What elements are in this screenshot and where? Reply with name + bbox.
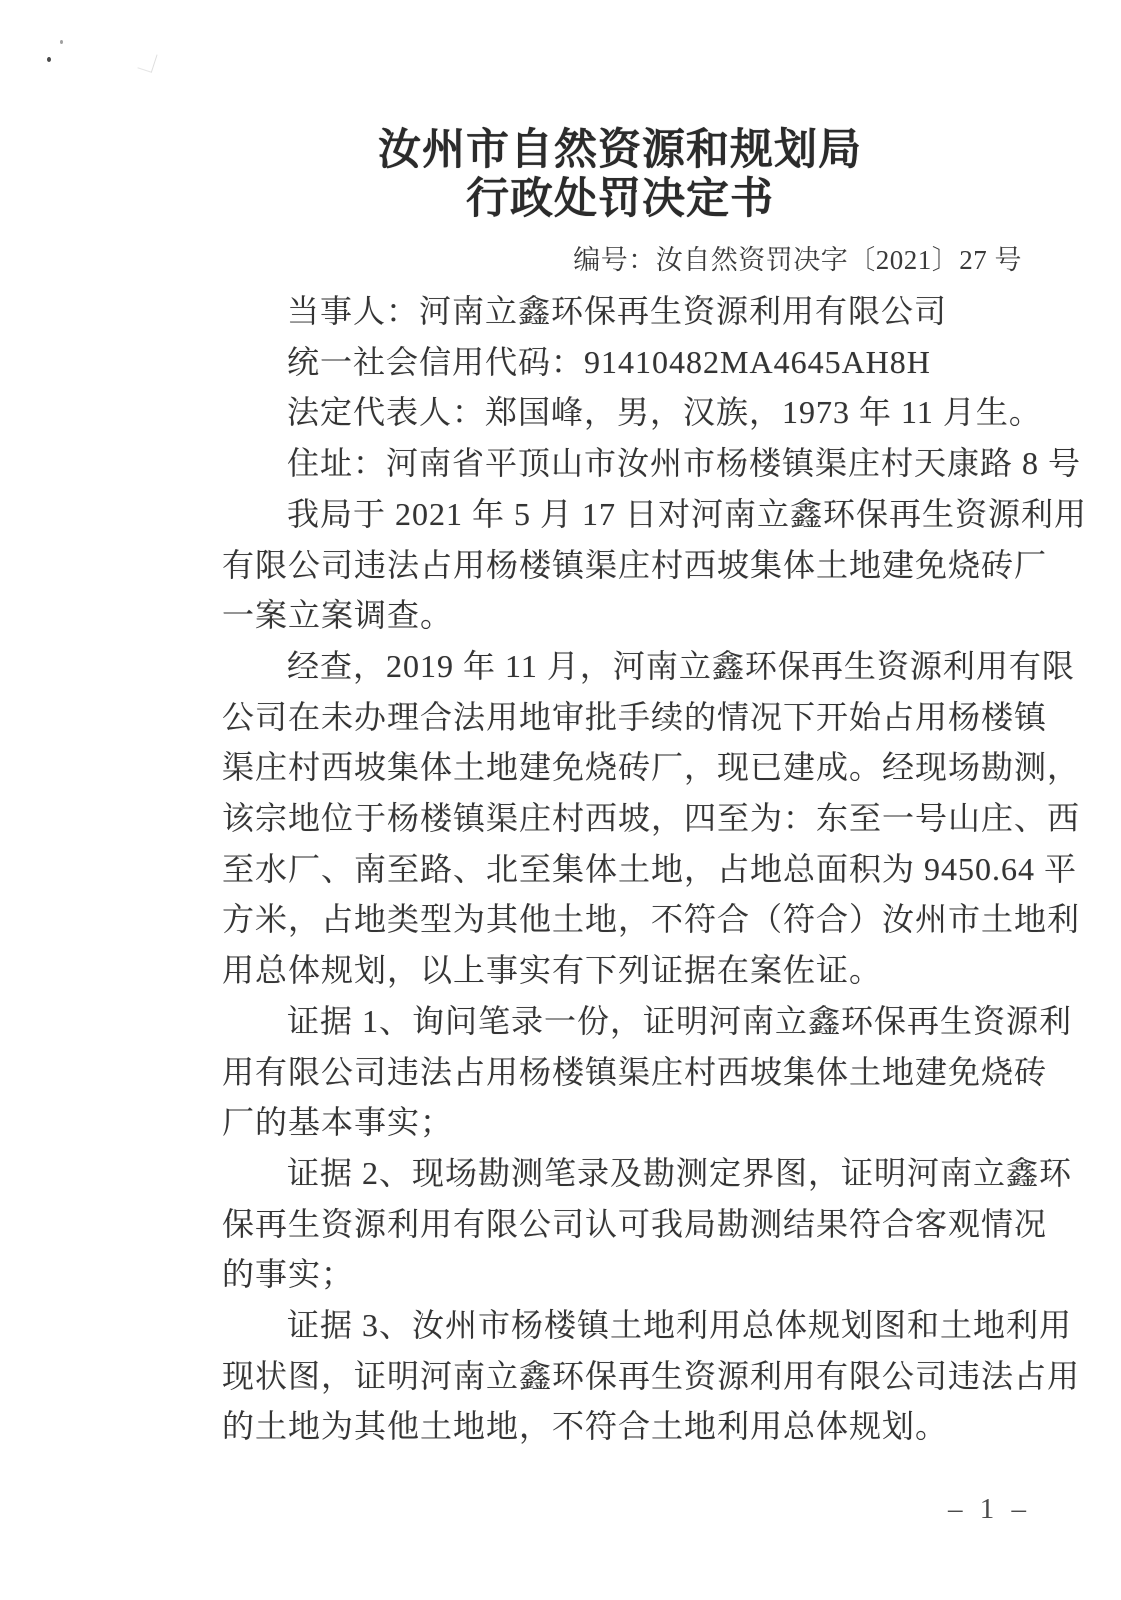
text-line: 统一社会信用代码：91410482MA4645AH8H	[287, 343, 931, 380]
text-line: 厂的基本事实；	[222, 1104, 454, 1141]
scan-speck	[60, 40, 63, 44]
text-line: 保再生资源利用有限公司认可我局勘测结果符合客观情况	[222, 1205, 1048, 1242]
document-number: 编号：汝自然资罚决字〔2021〕27 号	[573, 245, 1022, 275]
document-title-line2: 行政处罚决定书	[466, 176, 774, 223]
text-line: 一案立案调查。	[222, 597, 454, 634]
document-body	[222, 286, 1088, 1452]
text-line: 用有限公司违法占用杨楼镇渠庄村西坡集体土地建免烧砖	[222, 1053, 1048, 1090]
text-line: 我局于 2021 年 5 月 17 日对河南立鑫环保再生资源利用	[287, 495, 1088, 532]
document-title-block	[120, 126, 1120, 224]
text-line: 至水厂、南至路、北至集体土地，占地总面积为 9450.64 平	[222, 850, 1078, 887]
text-line: 现状图，证明河南立鑫环保再生资源利用有限公司违法占用	[222, 1357, 1081, 1394]
text-line: 证据 1、询问笔录一份，证明河南立鑫环保再生资源利	[287, 1002, 1073, 1039]
scan-smudge	[137, 50, 157, 73]
text-line: 的事实；	[222, 1256, 355, 1293]
text-line: 渠庄村西坡集体土地建免烧砖厂，现已建成。经现场勘测，	[222, 749, 1081, 786]
text-line: 公司在未办理合法用地审批手续的情况下开始占用杨楼镇	[222, 698, 1048, 735]
text-line: 方米，占地类型为其他土地，不符合（符合）汝州市土地利	[222, 901, 1081, 938]
text-line: 当事人：河南立鑫环保再生资源利用有限公司	[287, 293, 948, 329]
text-line: 法定代表人：郑国峰，男，汉族，1973 年 11 月生。	[287, 394, 1042, 431]
document-title-line1: 汝州市自然资源和规划局	[378, 127, 862, 174]
page-number: – 1 –	[948, 1493, 1031, 1525]
text-line: 住址：河南省平顶山市汝州市杨楼镇渠庄村天康路 8 号	[287, 445, 1082, 482]
text-line: 证据 3、汝州市杨楼镇土地利用总体规划图和土地利用	[287, 1307, 1073, 1344]
text-line: 的土地为其他土地地，不符合土地利用总体规划。	[222, 1408, 949, 1445]
text-line: 经查，2019 年 11 月，河南立鑫环保再生资源利用有限	[287, 647, 1075, 684]
text-line: 该宗地位于杨楼镇渠庄村西坡，四至为：东至一号山庄、西	[222, 800, 1081, 837]
scan-speck	[47, 57, 51, 62]
text-line: 证据 2、现场勘测笔录及勘测定界图，证明河南立鑫环	[287, 1154, 1073, 1191]
text-line: 有限公司违法占用杨楼镇渠庄村西坡集体土地建免烧砖厂	[222, 546, 1048, 583]
text-line: 用总体规划，以上事实有下列证据在案佐证。	[222, 952, 883, 989]
